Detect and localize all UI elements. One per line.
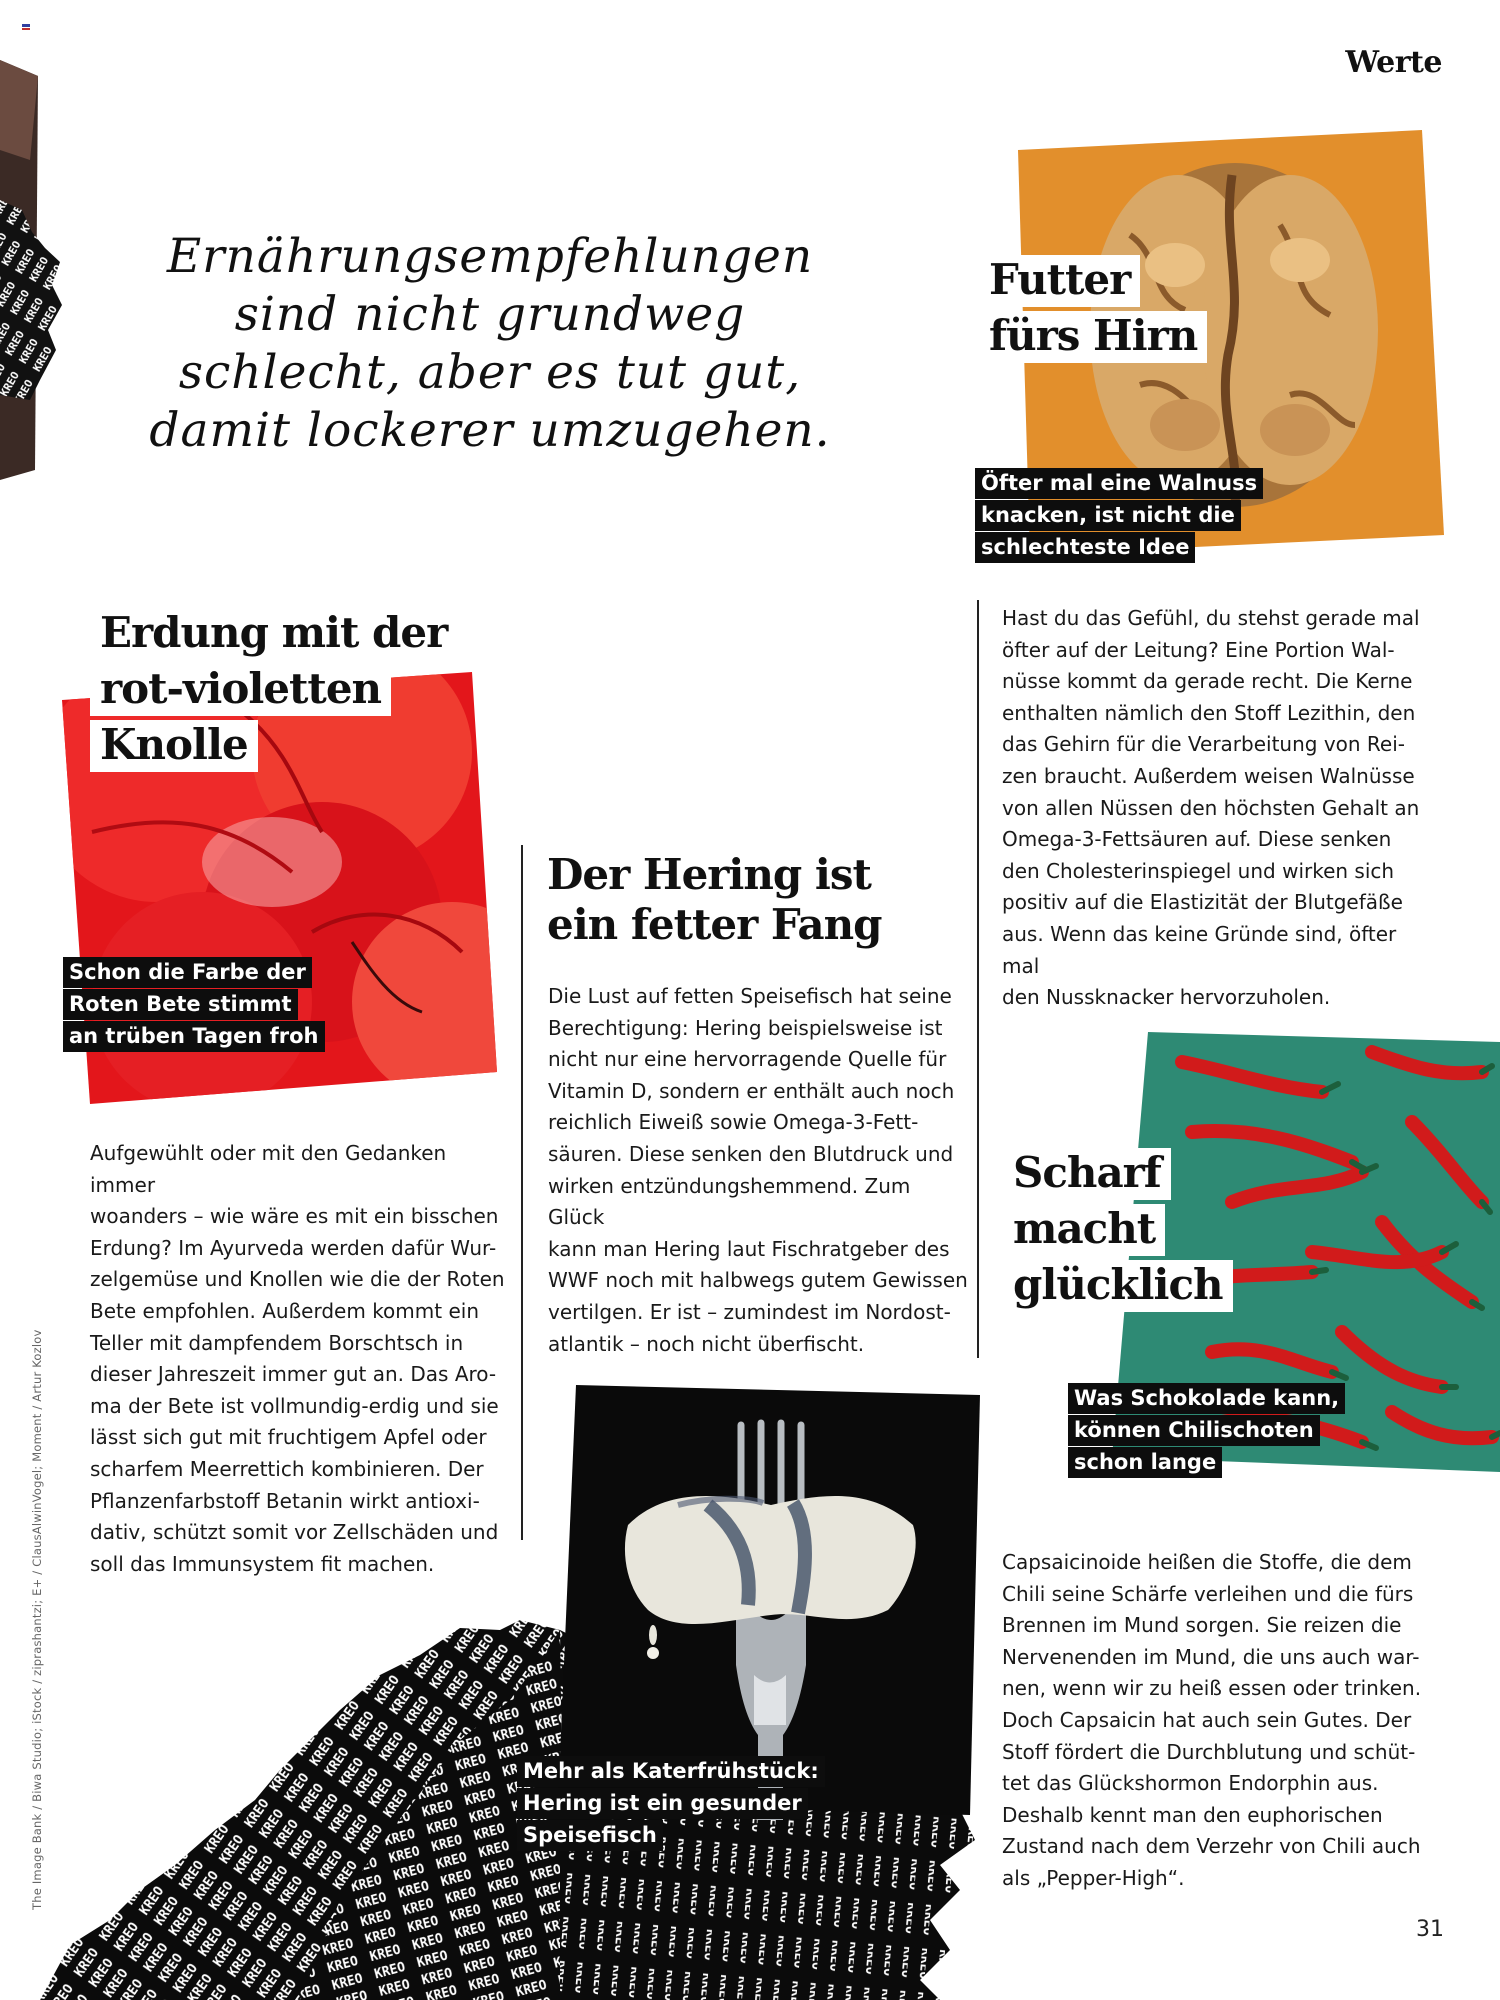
- body-line: Teller mit dampfendem Borschtsch in: [90, 1330, 464, 1355]
- herring-caption: [517, 1756, 825, 1852]
- body-line: Bete empfohlen. Außerdem kommt ein: [90, 1298, 479, 1323]
- chili-body-text: [1002, 1547, 1422, 1895]
- body-line: Erdung? Im Ayurveda werden dafür Wur-: [90, 1235, 497, 1260]
- pull-quote: [120, 228, 860, 460]
- body-line: zen braucht. Außerdem weisen Walnüsse: [1002, 763, 1415, 788]
- walnut-headline-line: fürs Hirn: [979, 311, 1207, 363]
- beet-caption-line: an trüben Tagen froh: [63, 1021, 325, 1052]
- body-line: das Gehirn für die Verarbeitung von Rei-: [1002, 732, 1405, 757]
- body-line: scharfem Meerrettich kombinieren. Der: [90, 1456, 484, 1481]
- body-line: säuren. Diese senken den Blutdruck und: [548, 1141, 954, 1166]
- column-rule: [977, 600, 979, 1358]
- beet-caption: [63, 957, 325, 1053]
- body-line: nen, wenn wir zu heiß essen oder trinken.: [1002, 1676, 1422, 1701]
- beet-headline-line: rot-violetten: [90, 664, 391, 716]
- body-line: lässt sich gut mit fruchtigem Apfel oder: [90, 1425, 487, 1450]
- herring-body-text: [548, 981, 968, 1360]
- body-line: Pflanzenfarbstoff Betanin wirkt antioxi-: [90, 1488, 480, 1513]
- beet-caption-line: Roten Bete stimmt: [63, 989, 298, 1020]
- herring-fork-photo: [558, 1385, 983, 1820]
- pull-quote-line: schlecht, aber es tut gut,: [178, 345, 802, 400]
- corner-collage-image: [0, 0, 75, 490]
- body-line: Chili seine Schärfe verleihen und die fürs: [1002, 1581, 1414, 1606]
- body-line: kann man Hering laut Fischratgeber des: [548, 1236, 950, 1261]
- body-line: von allen Nüssen den höchsten Gehalt an: [1002, 795, 1420, 820]
- body-line: ma der Bete ist vollmundig-erdig und sie: [90, 1393, 499, 1418]
- body-line: Doch Capsaicin hat auch sein Gutes. Der: [1002, 1707, 1412, 1732]
- column-rule: [521, 845, 523, 1540]
- walnut-headline-line: Futter: [979, 255, 1140, 307]
- body-line: dativ, schützt somit vor Zellschäden und: [90, 1520, 499, 1545]
- beet-headline: [90, 608, 457, 776]
- beet-body-text: [90, 1138, 510, 1580]
- body-line: den Nussknacker hervorzuholen.: [1002, 985, 1331, 1010]
- chili-caption-line: Was Schokolade kann,: [1068, 1383, 1345, 1414]
- walnut-caption: [975, 468, 1263, 564]
- walnut-caption-line: schlechteste Idee: [975, 532, 1195, 563]
- body-line: dieser Jahreszeit immer gut an. Das Aro-: [90, 1362, 497, 1387]
- beet-caption-line: Schon die Farbe der: [63, 957, 312, 988]
- body-line: Deshalb kennt man den euphorischen: [1002, 1802, 1383, 1827]
- body-line: aus. Wenn das keine Gründe sind, öfter mal: [1002, 921, 1397, 978]
- body-line: Die Lust auf fetten Speisefisch hat seine: [548, 984, 952, 1008]
- body-line: Omega-3-Fettsäuren auf. Diese senken: [1002, 827, 1392, 852]
- body-line: Zustand nach dem Verzehr von Chili auch: [1002, 1834, 1421, 1859]
- walnut-caption-line: Öfter mal eine Walnuss: [975, 468, 1263, 499]
- body-line: vertilgen. Er ist – zumindest im Nordost-: [548, 1299, 951, 1324]
- chili-caption-line: können Chilischoten: [1068, 1415, 1320, 1446]
- body-line: Berechtigung: Hering beispielsweise ist: [548, 1015, 943, 1040]
- body-line: öfter auf der Leitung? Eine Portion Wal-: [1002, 637, 1395, 662]
- herring-headline: [547, 850, 882, 950]
- body-line: reichlich Eiweiß sowie Omega-3-Fett-: [548, 1110, 919, 1135]
- body-line: Aufgewühlt oder mit den Gedanken immer: [90, 1141, 447, 1197]
- herring-headline-line: Der Hering ist: [547, 850, 871, 899]
- body-line: Stoff fördert die Durchblutung und schüt-: [1002, 1739, 1416, 1764]
- body-line: zelgemüse und Knollen wie die der Roten: [90, 1267, 505, 1292]
- body-line: nüsse kommt da gerade recht. Die Kerne: [1002, 669, 1413, 694]
- chili-caption-line: schon lange: [1068, 1447, 1222, 1478]
- chili-headline-line: Scharf: [1003, 1148, 1171, 1200]
- pull-quote-line: damit lockerer umzugehen.: [149, 403, 831, 458]
- body-line: Hast du das Gefühl, du stehst gerade mal: [1002, 606, 1420, 630]
- chili-caption: [1068, 1383, 1345, 1479]
- page-number: 31: [1416, 1917, 1444, 1942]
- pull-quote-line: Ernährungsempfehlungen: [166, 229, 814, 284]
- body-line: positiv auf die Elastizität der Blutgefäße: [1002, 890, 1403, 915]
- walnut-caption-line: knacken, ist nicht die: [975, 500, 1241, 531]
- body-line: woanders – wie wäre es mit ein bisschen: [90, 1204, 499, 1229]
- herring-caption-line: Hering ist ein gesunder: [517, 1788, 808, 1819]
- walnut-body-text: [1002, 603, 1422, 1014]
- body-line: atlantik – noch nicht überfischt.: [548, 1331, 865, 1356]
- body-line: als „Pepper-High“.: [1002, 1865, 1185, 1890]
- body-line: Vitamin D, sondern er enthält auch noch: [548, 1078, 955, 1103]
- walnut-headline: [979, 255, 1207, 367]
- body-line: Brennen im Mund sorgen. Sie reizen die: [1002, 1613, 1402, 1638]
- section-label: Werte: [1345, 45, 1442, 80]
- body-line: wirken entzündungshemmend. Zum Glück: [548, 1173, 911, 1230]
- chili-headline-line: macht: [1003, 1204, 1165, 1256]
- body-line: Nervenenden im Mund, die uns auch war-: [1002, 1644, 1420, 1669]
- body-line: WWF noch mit halbwegs gutem Gewissen: [548, 1268, 968, 1293]
- body-line: nicht nur eine hervorragende Quelle für: [548, 1047, 947, 1072]
- body-line: enthalten nämlich den Stoff Lezithin, den: [1002, 700, 1416, 725]
- body-line: soll das Immunsystem fit machen.: [90, 1551, 435, 1576]
- herring-caption-line: Mehr als Katerfrühstück:: [517, 1756, 825, 1787]
- pull-quote-line: sind nicht grundweg: [234, 287, 746, 342]
- herring-caption-line: Speisefisch: [517, 1820, 663, 1851]
- chili-headline: [1003, 1148, 1233, 1316]
- body-line: tet das Glückshormon Endorphin aus.: [1002, 1771, 1379, 1796]
- herring-headline-line: ein fetter Fang: [547, 900, 882, 949]
- beet-headline-line: Erdung mit der: [90, 608, 457, 660]
- body-line: den Cholesterinspiegel und wirken sich: [1002, 858, 1395, 883]
- body-line: Capsaicinoide heißen die Stoffe, die dem: [1002, 1550, 1412, 1574]
- photo-credit: The Image Bank / Biwa Studio; iStock / ziprashantzi; E+ / ClausAlwinVogel; Moment / Artur Kozlov: [30, 1329, 44, 1910]
- chili-headline-line: glücklich: [1003, 1260, 1233, 1312]
- beet-headline-line: Knolle: [90, 720, 258, 772]
